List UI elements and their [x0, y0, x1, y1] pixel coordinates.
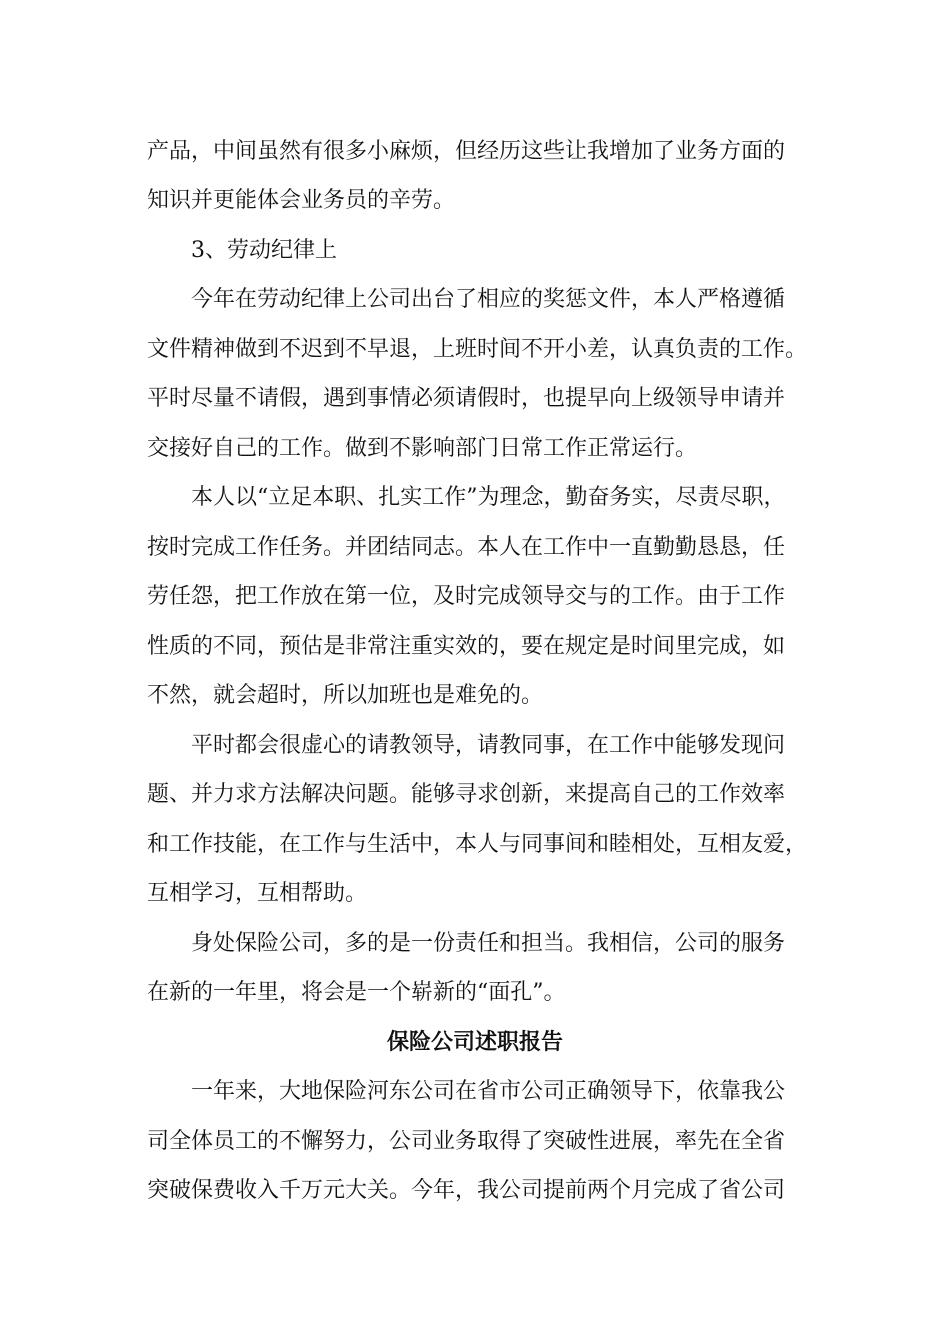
body-line-9: 按时完成工作任务。并团结同志。本人在工作中一直勤勤恳恳，任: [147, 535, 786, 560]
body-line-1: 产品，中间虽然有很多小麻烦，但经历这些让我增加了业务方面的: [147, 139, 786, 164]
section-title: 保险公司述职报告: [386, 1030, 563, 1055]
body-line-8: 本人以“立足本职、扎实工作”为理念，勤奋务实，尽责尽职，: [191, 485, 786, 510]
body-line-17: 身处保险公司，多的是一份责任和担当。我相信，公司的服务: [191, 931, 786, 956]
body-line-19: 一年来，大地保险河东公司在省市公司正确领导下，依靠我公: [191, 1079, 786, 1104]
body-line-11: 性质的不同，预估是非常注重实效的，要在规定是时间里完成，如: [147, 634, 786, 659]
body-line-4: 今年在劳动纪律上公司出台了相应的奖惩文件，本人严格遵循: [191, 287, 786, 312]
body-line-16: 互相学习，互相帮助。: [147, 881, 368, 906]
body-line-5: 文件精神做到不迟到不早退，上班时间不开小差，认真负责的工作。: [147, 337, 808, 362]
body-line-10: 劳任怨，把工作放在第一位，及时完成领导交与的工作。由于工作: [147, 584, 786, 609]
body-line-18: 在新的一年里，将会是一个崭新的“面孔”。: [147, 980, 566, 1005]
body-line-15: 和工作技能，在工作与生活中，本人与同事间和睦相处，互相友爱，: [147, 832, 808, 857]
body-line-21: 突破保费收入千万元大关。今年，我公司提前两个月完成了省公司: [147, 1178, 786, 1203]
body-line-6: 平时尽量不请假，遇到事情必须请假时，也提早向上级领导申请并: [147, 386, 786, 411]
section-heading-labor-discipline: 3、劳动纪律上: [191, 238, 337, 263]
body-line-14: 题、并力求方法解决问题。能够寻求创新，来提高自己的工作效率: [147, 782, 786, 807]
body-line-12: 不然，就会超时，所以加班也是难免的。: [147, 683, 544, 708]
body-line-20: 司全体员工的不懈努力，公司业务取得了突破性进展，率先在全省: [147, 1129, 786, 1154]
body-line-7: 交接好自己的工作。做到不影响部门日常工作正常运行。: [147, 436, 698, 461]
body-line-13: 平时都会很虚心的请教领导，请教同事，在工作中能够发现问: [191, 733, 786, 758]
body-line-2: 知识并更能体会业务员的辛劳。: [147, 188, 456, 213]
